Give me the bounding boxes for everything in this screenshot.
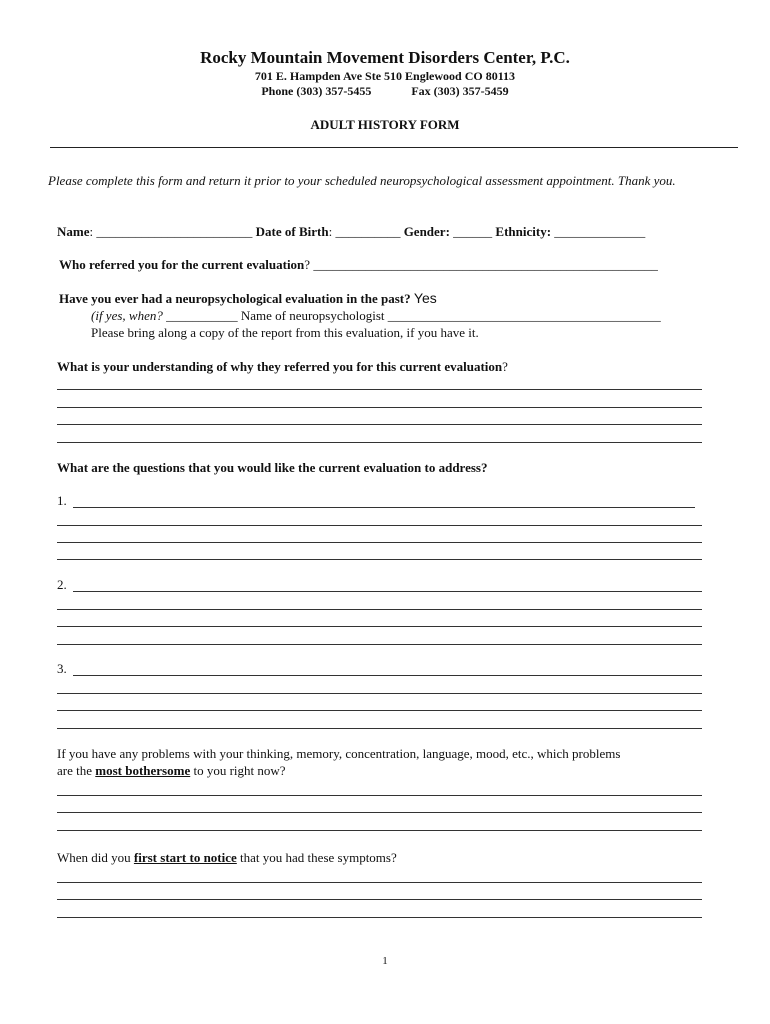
form-title: ADULT HISTORY FORM: [310, 117, 460, 132]
question-number-1: 1.: [57, 493, 67, 508]
referral-field[interactable]: _____________________________________________________: [313, 257, 658, 272]
understanding-answer-line[interactable]: [57, 389, 702, 390]
first-notice-question: [57, 850, 397, 866]
problems-answer-line[interactable]: [57, 830, 702, 831]
referral-label: Who referred you for the current evaluation: [59, 257, 305, 272]
question-3-line[interactable]: [57, 728, 702, 729]
understanding-answer-line[interactable]: [57, 407, 702, 408]
name-label: Name: [57, 224, 90, 239]
understanding-answer-line[interactable]: [57, 442, 702, 443]
problems-text-post: to you right now?: [190, 763, 286, 778]
prior-eval-row: [59, 290, 437, 307]
understanding-label: What is your understanding of why they referred you for this current evaluation: [57, 359, 503, 374]
prior-eval-details-row: [91, 308, 661, 324]
when-field[interactable]: ___________: [166, 308, 238, 323]
neuropsych-name-field[interactable]: __________________________________________: [387, 308, 661, 323]
referral-row: Who referred you for the current evaluation? _____________________________________________________: [59, 257, 658, 272]
question-1-line[interactable]: [57, 542, 702, 543]
clinic-phone: Phone (303) 357-5455: [261, 84, 372, 98]
if-yes-when-label: (if yes, when?: [91, 308, 163, 323]
notice-answer-line[interactable]: [57, 917, 702, 918]
prior-eval-label: Have you ever had a neuropsychological evaluation in the past?: [59, 291, 411, 306]
question-3-line[interactable]: [57, 710, 702, 711]
problems-question-line-2: [57, 763, 286, 779]
name-field[interactable]: ________________________: [96, 224, 253, 239]
notice-text-pre: When did you: [57, 850, 134, 865]
question-2-line[interactable]: [57, 644, 702, 645]
problems-answer-line[interactable]: [57, 812, 702, 813]
question-3-line[interactable]: [57, 693, 702, 694]
page-number: 1: [382, 955, 388, 967]
prior-eval-answer[interactable]: Yes: [413, 290, 437, 306]
question-2-line[interactable]: [57, 626, 702, 627]
form-instructions: Please complete this form and return it prior to your scheduled neuropsychological assessment appointment. Thank you.: [48, 173, 676, 188]
clinic-address: 701 E. Hampden Ave Ste 510 Englewood CO 80113: [254, 69, 516, 83]
notice-answer-line[interactable]: [57, 899, 702, 900]
clinic-fax: Fax (303) 357-5459: [411, 84, 509, 98]
demographics-row: Name: ________________________ Date of Birth: __________ Gender: ______ Ethnicity: ______________: [57, 224, 646, 239]
problems-question-line-1: If you have any problems with your thinking, memory, concentration, language, mood, etc., which problems: [57, 746, 621, 761]
ethnicity-field[interactable]: ______________: [554, 224, 646, 239]
dob-field[interactable]: __________: [335, 224, 401, 239]
question-number-3: 3.: [57, 661, 67, 676]
question-3-line[interactable]: [73, 675, 702, 676]
clinic-name: Rocky Mountain Movement Disorders Center, P.C.: [200, 48, 570, 67]
dob-label: Date of Birth: [255, 224, 329, 239]
ethnicity-label: Ethnicity:: [495, 224, 552, 239]
understanding-answer-line[interactable]: [57, 424, 702, 425]
question-number-2: 2.: [57, 577, 67, 592]
questions-prompt: What are the questions that you would like the current evaluation to address?: [57, 460, 488, 475]
problems-answer-line[interactable]: [57, 795, 702, 796]
notice-answer-line[interactable]: [57, 882, 702, 883]
question-1-line[interactable]: [73, 507, 695, 508]
question-1-line[interactable]: [57, 525, 702, 526]
understanding-row: What is your understanding of why they referred you for this current evaluation?: [57, 359, 508, 374]
gender-field[interactable]: ______: [453, 224, 493, 239]
most-bothersome-emphasis: most bothersome: [95, 763, 191, 778]
question-2-line[interactable]: [73, 591, 702, 592]
clinic-contact: [0, 84, 770, 99]
notice-text-post: that you had these symptoms?: [236, 850, 397, 865]
problems-text-pre: are the: [57, 763, 96, 778]
gender-label: Gender:: [403, 224, 450, 239]
question-2-line[interactable]: [57, 609, 702, 610]
bring-report-note: Please bring along a copy of the report from this evaluation, if you have it.: [91, 325, 479, 340]
first-start-emphasis: first start to notice: [133, 850, 237, 865]
header-divider: [50, 147, 738, 148]
neuropsych-name-label: Name of neuropsychologist: [240, 308, 385, 323]
question-1-line[interactable]: [57, 559, 702, 560]
